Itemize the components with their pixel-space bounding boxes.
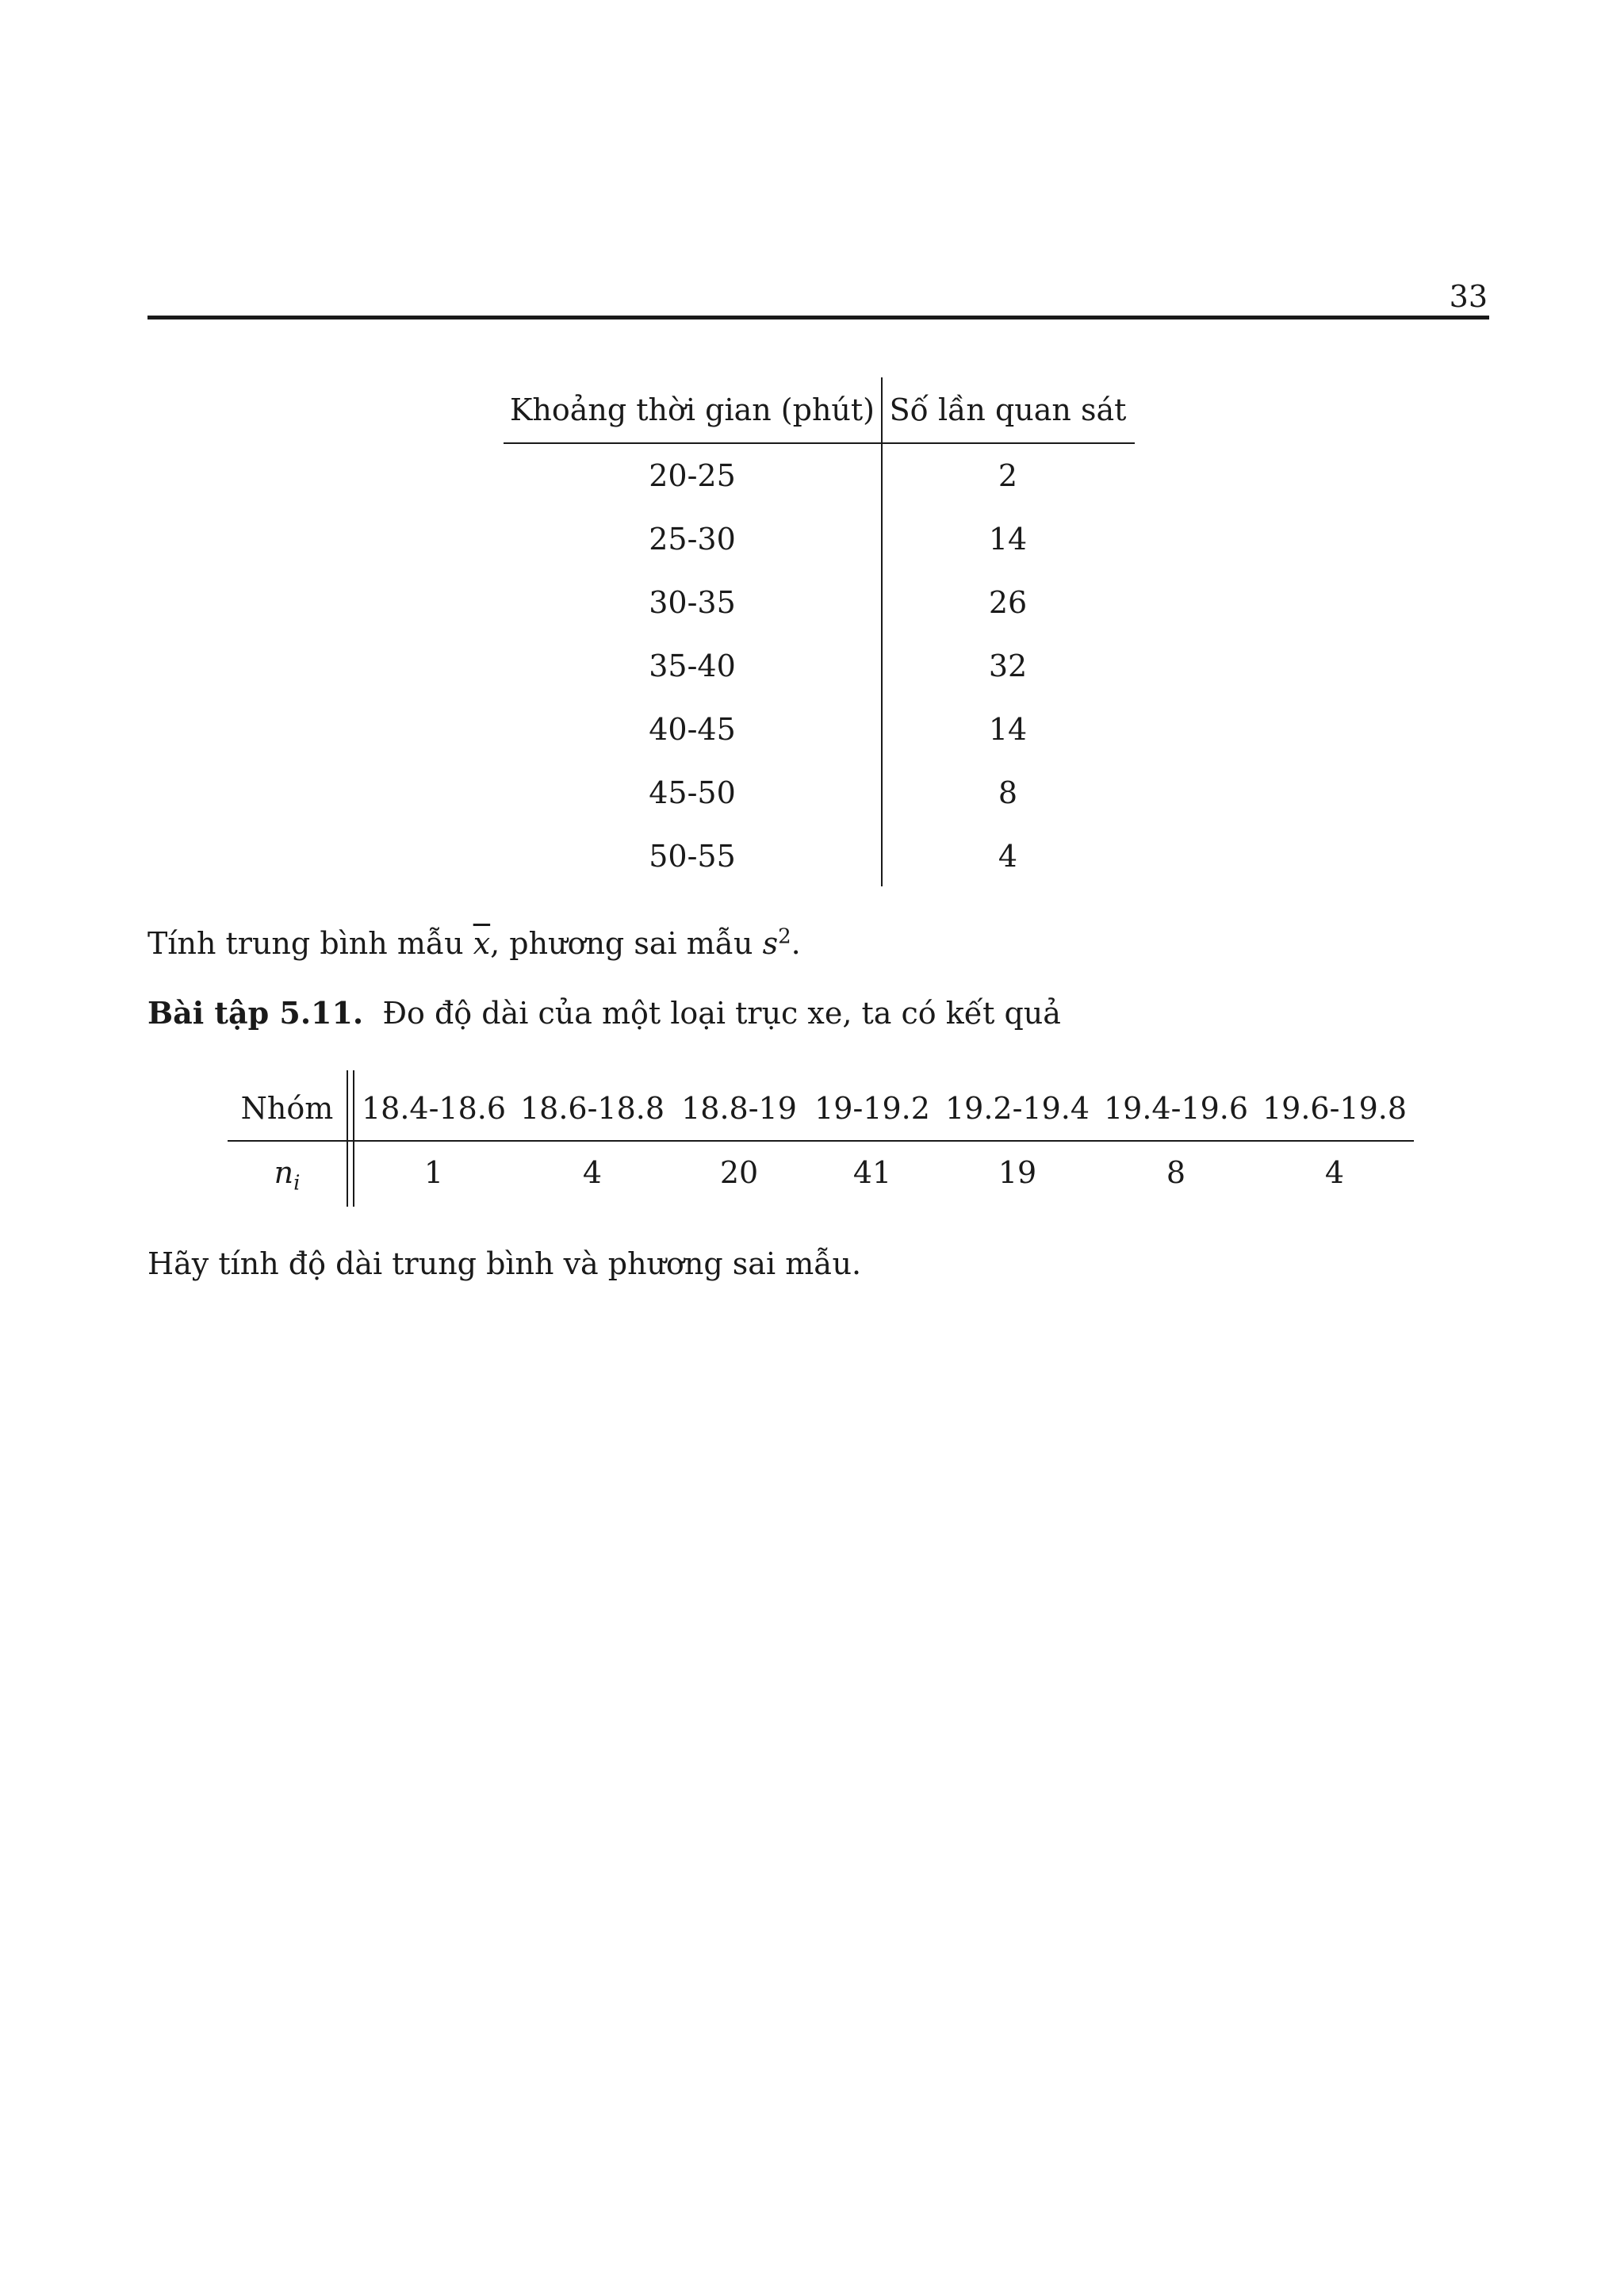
sample-mean-symbol: $\overline{x}$ [473,926,491,961]
count-cell: 4 [998,839,1018,874]
header-rule [147,316,1489,320]
group-cell: 18.6-18.8 [519,1091,665,1126]
interval-cell: 25-30 [649,522,736,557]
table-row [504,634,1135,698]
column-header-count: Số lần quan sát [889,392,1127,427]
task-text: Hãy tính độ dài trung bình và phương sai mẫu. [147,1246,862,1281]
count-cell: 4 [1324,1155,1345,1190]
table-header-row [504,377,1135,444]
exercise-text: Đo độ dài của một loại trục xe, ta có kết quả [382,996,1061,1031]
question-text-part: , phương sai mẫu [490,926,763,961]
exercise-label: Bài tập 5.11. [147,995,364,1031]
table-double-divider [353,1070,354,1207]
group-cell: 19.4-19.6 [1103,1091,1249,1126]
row-label-count [228,1155,347,1196]
table-header-row [228,1077,1414,1142]
variance-exponent: 2 [778,924,791,949]
page-number: 33 [1449,279,1488,314]
question-text-part: Tính trung bình mẫu [147,926,473,961]
count-cell: 19 [998,1155,1037,1190]
question-text [147,926,801,961]
table-row [504,507,1135,571]
count-cell: 8 [1166,1155,1186,1190]
count-cell: 41 [852,1155,892,1190]
table-double-divider [347,1070,348,1207]
count-cell: 14 [988,522,1028,557]
question-text-part: . [791,926,801,961]
group-cell: 19-19.2 [814,1091,930,1126]
count-cell: 1 [423,1155,444,1190]
table-row [504,698,1135,761]
variance-symbol: s [762,926,779,961]
exercise-statement [147,995,1061,1031]
interval-cell: 35-40 [649,649,736,683]
count-cell: 26 [988,585,1028,620]
interval-cell: 20-25 [649,458,736,493]
count-symbol: n [274,1155,294,1190]
count-cell: 20 [719,1155,759,1190]
group-cell: 19.6-19.8 [1262,1091,1408,1126]
count-cell: 4 [582,1155,603,1190]
count-cell: 8 [998,775,1018,810]
count-cell: 32 [988,649,1028,683]
row-label-group: Nhóm [240,1091,334,1126]
group-cell: 19.2-19.4 [944,1091,1090,1126]
count-cell: 14 [988,712,1028,747]
column-header-interval: Khoảng thời gian (phút) [509,392,875,427]
table-row [504,761,1135,825]
count-cell: 2 [998,458,1018,493]
group-cell: 18.4-18.6 [361,1091,507,1126]
interval-cell: 40-45 [649,712,736,747]
table-row [504,444,1135,507]
group-cell: 18.8-19 [681,1091,797,1126]
table-row [228,1142,1414,1203]
table-row [504,571,1135,634]
table-row [504,825,1135,888]
observation-table [504,377,1135,888]
axle-length-table [228,1077,1414,1203]
interval-cell: 50-55 [649,839,736,874]
interval-cell: 30-35 [649,585,736,620]
interval-cell: 45-50 [649,775,736,810]
table-divider [881,377,883,886]
count-subscript: i [293,1171,301,1196]
